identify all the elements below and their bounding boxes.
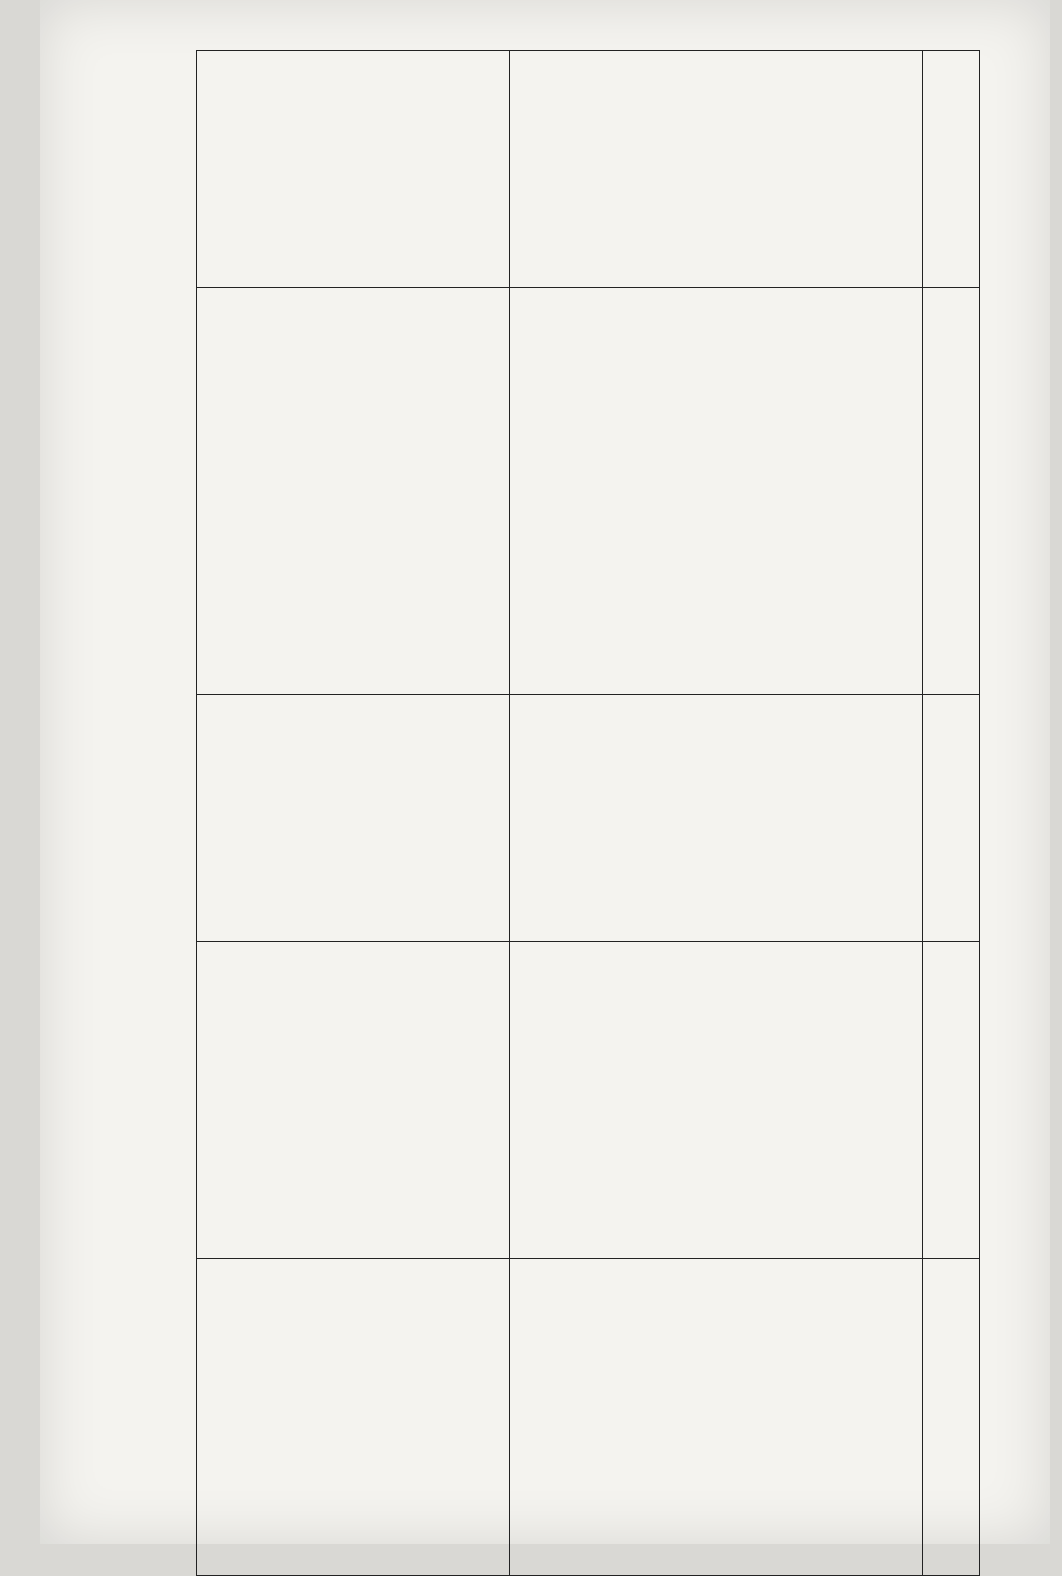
column-header-objective bbox=[923, 288, 980, 695]
table-row bbox=[510, 51, 923, 1576]
cell-indicator bbox=[510, 695, 923, 942]
column-header-result bbox=[923, 942, 980, 1259]
document-page bbox=[40, 0, 1050, 1544]
column-header-analysis bbox=[923, 1259, 980, 1576]
cell-analysis bbox=[510, 1259, 923, 1576]
cell-analysis bbox=[197, 1259, 510, 1576]
table-row bbox=[197, 51, 510, 1576]
report-header bbox=[980, 40, 1040, 1500]
cell-policy bbox=[197, 51, 510, 288]
cell-objective bbox=[510, 288, 923, 695]
cell-indicator bbox=[197, 695, 510, 942]
cell-result bbox=[510, 942, 923, 1259]
column-header-policy bbox=[923, 51, 980, 288]
report-title bbox=[1014, 40, 1040, 1500]
organization-title bbox=[988, 40, 1014, 1500]
report-table bbox=[196, 50, 980, 1576]
table-header-row bbox=[923, 51, 980, 1576]
cell-result bbox=[197, 942, 510, 1259]
cell-policy bbox=[510, 51, 923, 288]
rotated-content bbox=[180, 40, 1040, 1500]
cell-objective bbox=[197, 288, 510, 695]
column-header-indicator bbox=[923, 695, 980, 942]
